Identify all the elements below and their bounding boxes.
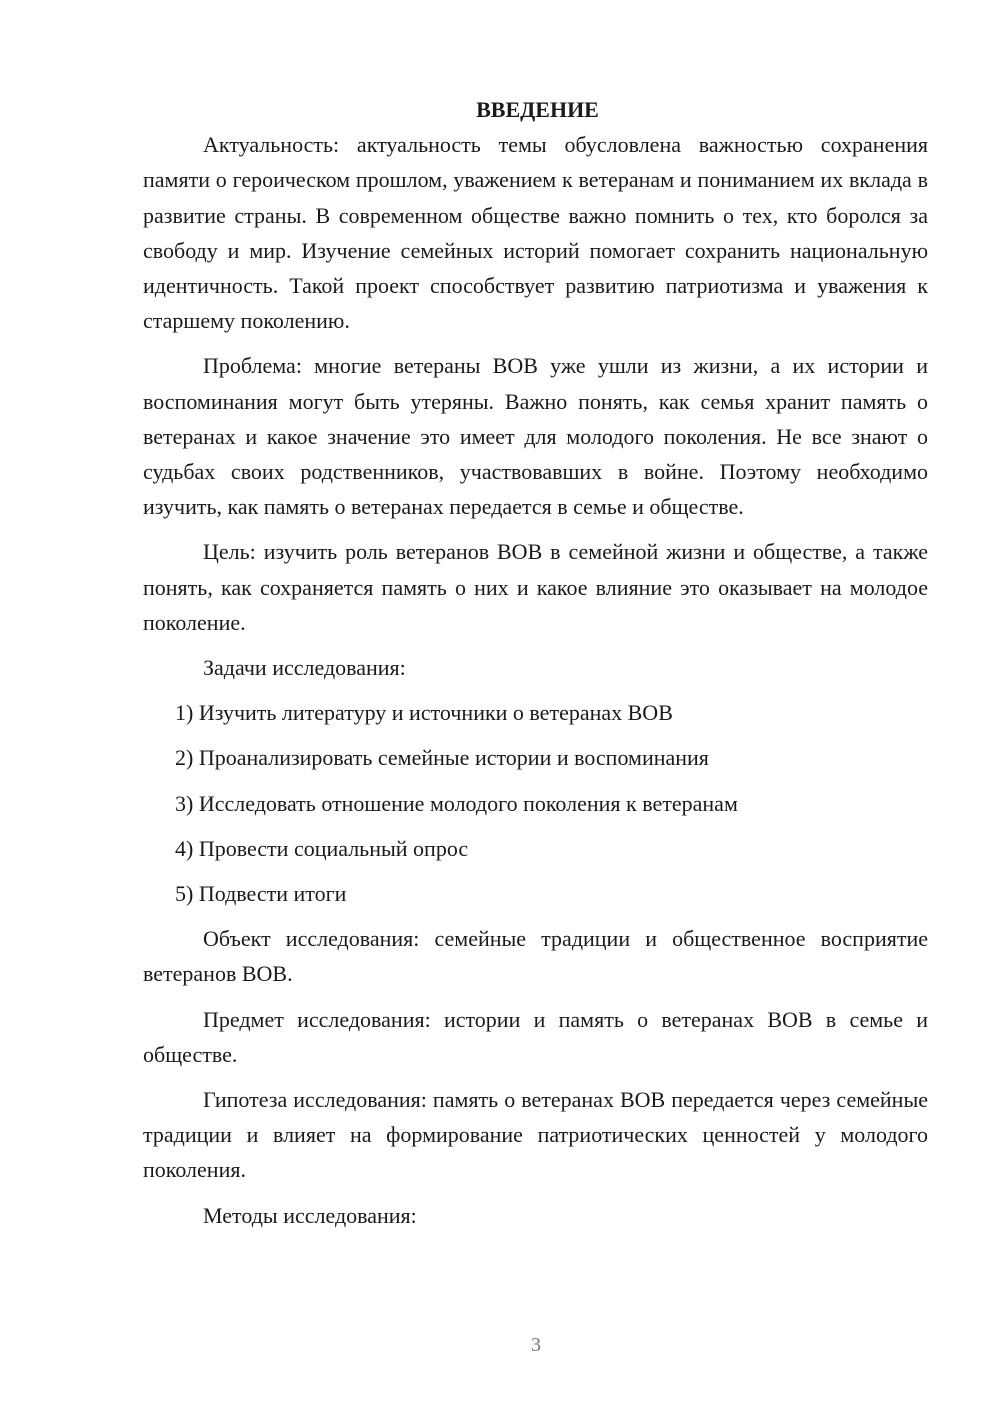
object-paragraph: Объект исследования: семейные традиции и общественное восприятие ветеранов ВОВ. — [143, 926, 928, 987]
tasks-list — [143, 695, 928, 911]
subject-paragraph: Предмет исследования: истории и память о ветеранах ВОВ в семье и обществе. — [143, 1006, 928, 1067]
task-item: 2) Проанализировать семейные истории и воспоминания — [175, 745, 709, 771]
task-item: 3) Исследовать отношение молодого поколения к ветеранам — [175, 790, 738, 816]
task-item: 4) Провести социальный опрос — [175, 835, 469, 861]
problem-paragraph: Проблема: многие ветераны ВОВ уже ушли из жизни, а их истории и воспоминания могут быть утеряны. Важно понять, как семья хранит память о ветеранах и какое значение это имеет для молодого поколения. Не все знают о судьбах своих родственников, участвовавших в войне. Поэтому необходимо изучить, как память о ветеранах передается в семье и обществе. — [143, 353, 928, 520]
tasks-label: Задачи исследования: — [203, 655, 406, 681]
methods-label: Методы исследования: — [203, 1202, 417, 1228]
task-item: 5) Подвести итоги — [175, 881, 347, 907]
hypothesis-paragraph: Гипотеза исследования: память о ветеранах ВОВ передается через семейные традиции и влияет на формирование патриотических ценностей у молодого поколения. — [143, 1087, 928, 1183]
page-number: 3 — [531, 1334, 541, 1356]
task-item: 1) Изучить литературу и источники о ветеранах ВОВ — [175, 700, 673, 726]
goal-paragraph: Цель: изучить роль ветеранов ВОВ в семейной жизни и обществе, а также понять, как сохраняется память о них и какое влияние это оказывает на молодое поколение. — [143, 539, 928, 635]
section-heading: ВВЕДЕНИЕ — [476, 97, 599, 122]
relevance-paragraph: Актуальность: актуальность темы обусловлена важностью сохранения памяти о героическом прошлом, уважением к ветеранам и пониманием их вклада в развитие страны. В современном обществе важно помнить о тех, кто боролся за свободу и мир. Изучение семейных историй помогает сохранить национальную идентичность. Такой проект способствует развитию патриотизма и уважения к старшему поколению. — [143, 132, 928, 334]
page-content — [143, 92, 928, 1243]
